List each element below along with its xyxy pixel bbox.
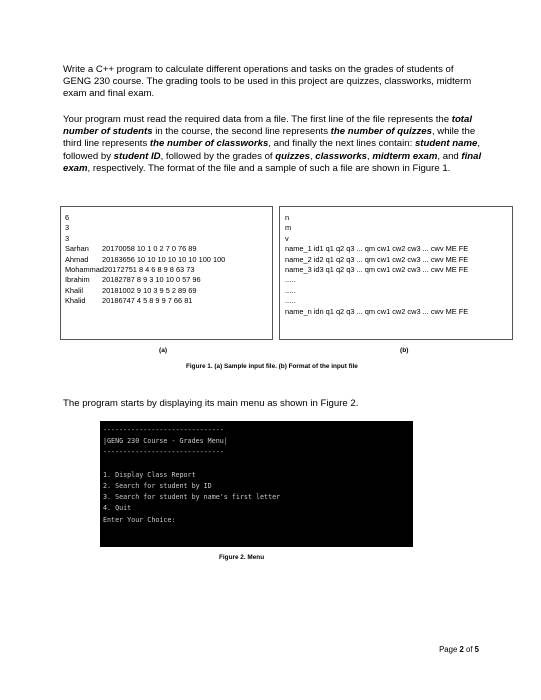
sample-student-data: 20181002 9 10 3 9 5 2 89 69: [102, 285, 197, 295]
console-line: ------------------------------: [103, 448, 224, 457]
page-total: 5: [474, 645, 479, 654]
paragraph-text: , and finally the next lines contain:: [268, 138, 415, 150]
sample-student-data: 20182787 8 9 3 10 10 0 57 96: [102, 275, 201, 285]
sample-student-data: 20186747 4 5 8 9 9 7 66 81: [102, 296, 193, 306]
sample-student-name: Ahmad: [65, 254, 89, 264]
emphasis-term: student name: [414, 138, 478, 150]
emphasis-term: quizzes: [275, 150, 310, 162]
file-format-paragraph: [63, 114, 483, 175]
sample-student-name: Sarhan: [65, 244, 89, 254]
paragraph-text: , respectively. The format of the file and a sample of such a file are shown in Figure 1.: [87, 162, 451, 174]
emphasis-term: midterm exam: [372, 150, 438, 162]
format-line: name_3 id3 q1 q2 q3 ... qm cw1 cw2 cw3 ... cwv ME FE: [285, 265, 469, 275]
console-line: 3. Search for student by name's first letter: [103, 493, 281, 502]
sample-student-name: Khalid: [65, 296, 86, 306]
paragraph-text: , while the third line represents: [63, 126, 476, 150]
paragraph-text: ,: [309, 150, 316, 162]
console-line: 1. Display Class Report: [103, 470, 196, 479]
paragraph-text: Your program must read the required data from a file. The first line of the file represents the: [63, 114, 452, 125]
sample-student-row: [65, 275, 225, 285]
format-line: v: [285, 233, 289, 243]
emphasis-term: final exam: [63, 150, 482, 174]
console-line: |GENG 230 Course - Grades Menu|: [103, 437, 228, 446]
sample-student-data: 20172751 8 4 6 8 9 8 63 73: [104, 265, 195, 275]
sample-student-data: 20183656 10 10 10 10 10 10 100 100: [102, 254, 226, 264]
input-format-box: [279, 206, 513, 340]
sample-student-row: [65, 255, 225, 265]
paragraph-text: ,: [367, 150, 373, 162]
sample-student-row: [65, 244, 225, 254]
sample-input-file-box: [60, 206, 273, 340]
format-line: name_n idn q1 q2 q3 ... qm cw1 cw2 cw3 ... cwv ME FE: [285, 306, 469, 316]
paragraph-text: , followed by the grades of: [160, 150, 276, 162]
sample-student-name: Mohammad: [65, 265, 105, 275]
sample-student-row: [65, 296, 225, 306]
paragraph-text: in the course, the second line represents: [152, 126, 331, 138]
page-current: 2: [459, 645, 464, 654]
format-line: name_1 id1 q1 q2 q3 ... qm cw1 cw2 cw3 ... cwv ME FE: [285, 244, 469, 254]
page-prefix: Page: [439, 645, 460, 654]
figure1-caption: Figure 1. (a) Sample input file. (b) Format of the input file: [186, 363, 358, 370]
console-line: ------------------------------: [103, 426, 224, 434]
console-menu-screenshot: [100, 421, 413, 547]
page-of: of: [463, 645, 475, 654]
console-line: 4. Quit: [103, 504, 132, 513]
format-line: name_2 id2 q1 q2 q3 ... qm cw1 cw2 cw3 ... cwv ME FE: [285, 254, 469, 264]
console-line: Enter Your Choice:: [103, 515, 176, 524]
sample-student-data: 20170058 10 1 0 2 7 0 76 89: [102, 244, 197, 254]
sample-student-row: [65, 265, 225, 275]
figure2-caption: Figure 2. Menu: [219, 554, 265, 561]
format-line: m: [285, 223, 292, 233]
sample-classworks-count: 3: [65, 233, 70, 243]
sample-quizzes-count: 3: [65, 223, 70, 233]
console-line: 2. Search for student by ID: [103, 482, 212, 491]
sample-student-row: [65, 286, 225, 296]
emphasis-term: total number of students: [63, 114, 473, 138]
page-number: [439, 645, 479, 654]
sample-student-name: Khalil: [65, 285, 84, 295]
format-line: .....: [285, 296, 296, 306]
format-line: n: [285, 213, 290, 222]
emphasis-term: student ID: [113, 150, 161, 162]
format-line: .....: [285, 275, 296, 285]
figure1-label-b: (b): [400, 347, 409, 354]
emphasis-term: the number of quizzes: [330, 126, 432, 138]
emphasis-term: classworks: [315, 150, 367, 162]
sample-student-name: Ibrahim: [65, 275, 90, 285]
menu-intro-text: The program starts by displaying its main menu as shown in Figure 2.: [63, 398, 359, 409]
emphasis-term: the number of classworks: [149, 138, 269, 150]
paragraph-text: , and: [437, 150, 462, 162]
sample-students-count: 6: [65, 213, 70, 222]
format-line: .....: [285, 285, 296, 295]
paragraph-text: , followed by: [63, 138, 480, 162]
figure1-label-a: (a): [159, 347, 168, 354]
console-line: [100, 459, 413, 470]
intro-paragraph: Write a C++ program to calculate different operations and tasks on the grades of students of GENG 230 course. The grading tools to be used in this project are quizzes, classworks, midterm exam and final exam.: [63, 64, 472, 100]
